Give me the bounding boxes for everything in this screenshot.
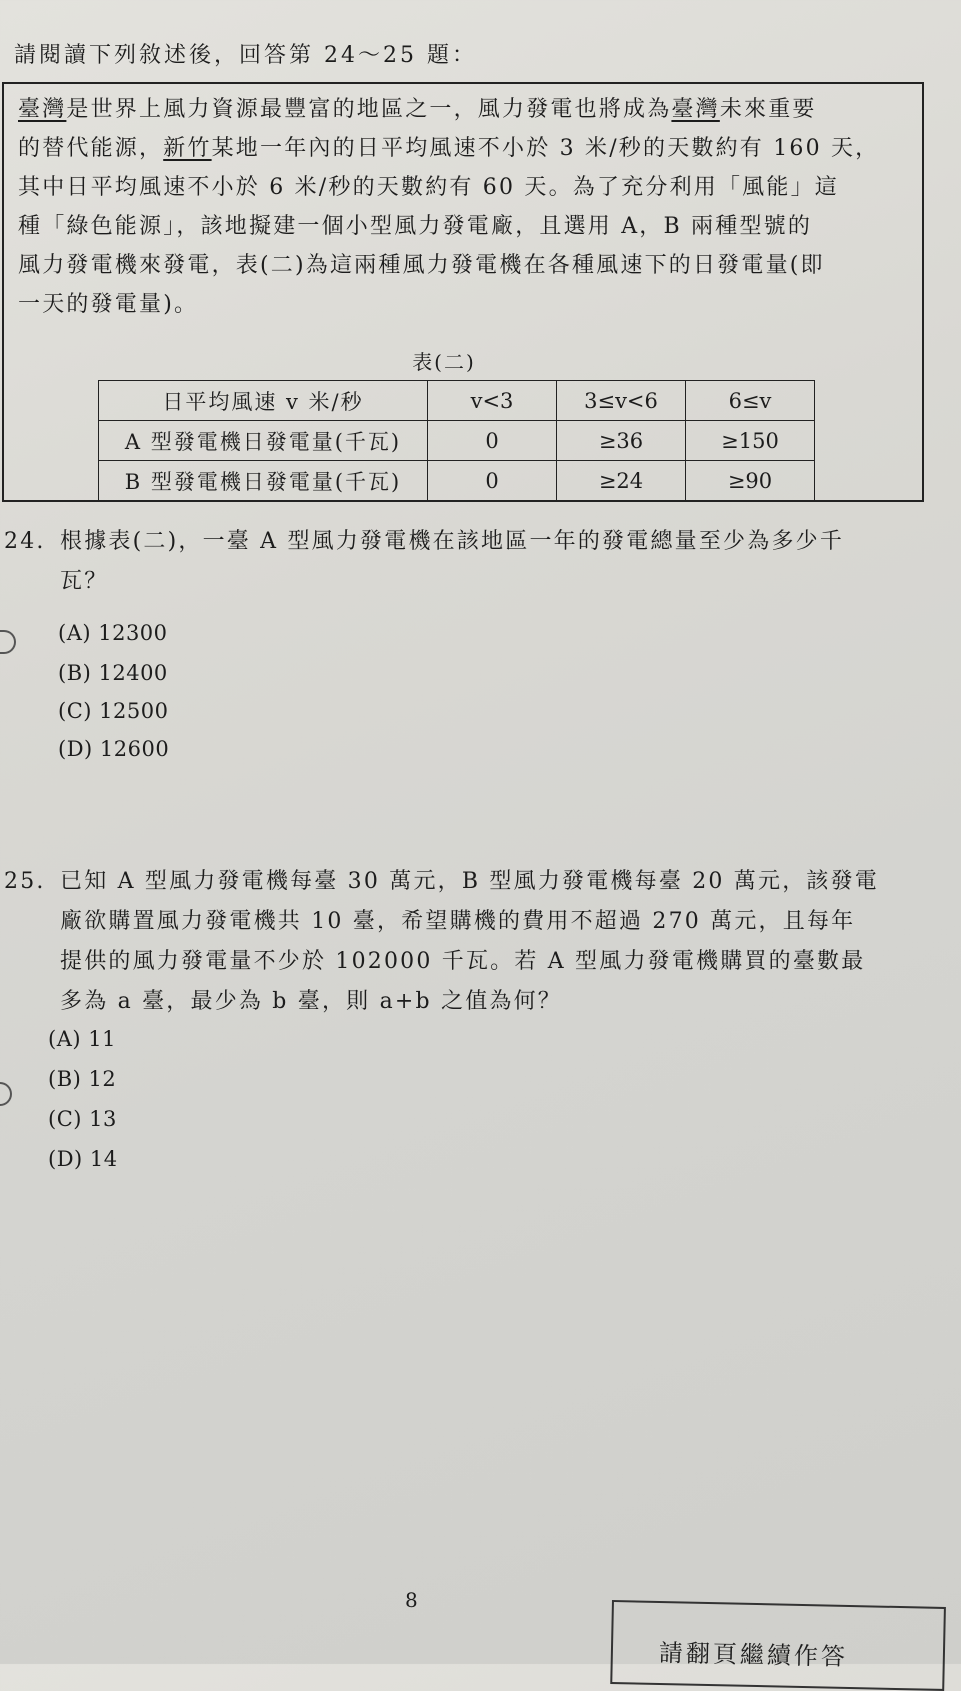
table-cell: 0: [428, 421, 557, 461]
turn-page-box: [610, 1600, 946, 1691]
passage-box: [2, 82, 924, 502]
table-cell: A 型發電機日發電量(千瓦): [99, 421, 428, 461]
turn-page-text: 請翻頁繼續作答: [658, 1638, 849, 1671]
underlined-term: 新竹: [163, 136, 212, 161]
passage-segment: 是世界上風力資源最豐富的地區之一，風力發電也將成為: [66, 97, 672, 122]
question-text-line: 提供的風力發電量不少於 102000 千瓦。若 A 型風力發電機購買的臺數最: [60, 949, 866, 974]
option-a[interactable]: (A) 11: [48, 1027, 116, 1051]
question-text-line: 多為 a 臺，最少為 b 臺，則 a+b 之值為何？: [60, 989, 562, 1014]
table-cell: 0: [428, 461, 557, 501]
question-number: 25.: [4, 869, 46, 894]
table-header-cell: v<3: [428, 381, 557, 421]
passage-line: [18, 90, 913, 129]
instructions: 請閱讀下列敘述後，回答第 24～25 題：: [14, 43, 477, 68]
table-cell: ≥24: [557, 461, 686, 501]
passage-line: [18, 129, 913, 168]
option-d[interactable]: (D) 12600: [58, 737, 170, 761]
question-text-line: 根據表(二)，一臺 A 型風力發電機在該地區一年的發電總量至少為多少千: [60, 529, 845, 554]
passage-line: 種「綠色能源」，該地擬建一個小型風力發電廠，且選用 A，B 兩種型號的: [18, 214, 813, 239]
question-text-line: 已知 A 型風力發電機每臺 30 萬元，B 型風力發電機每臺 20 萬元，該發電: [60, 869, 879, 894]
table-cell: ≥90: [686, 461, 815, 501]
question-text-line: 瓦？: [60, 569, 109, 594]
passage-line: 其中日平均風速不小於 6 米/秒的天數約有 60 天。為了充分利用「風能」這: [18, 175, 839, 200]
option-c[interactable]: (C) 12500: [58, 699, 169, 723]
question-24: [4, 522, 924, 762]
wind-power-table: [98, 380, 815, 501]
option-d[interactable]: (D) 14: [48, 1147, 118, 1171]
question-number: 24.: [4, 529, 46, 554]
passage-segment: 某地一年內的日平均風速不小於 3 米/秒的天數約有 160 天，: [211, 136, 880, 161]
question-text-line: 廠欲購置風力發電機共 10 臺，希望購機的費用不超過 270 萬元，且每年: [60, 909, 856, 934]
option-a[interactable]: (A) 12300: [58, 621, 168, 645]
underlined-term: 臺灣: [18, 97, 67, 122]
table-cell: ≥36: [557, 421, 686, 461]
table-row: [99, 461, 815, 501]
page-number: 8: [405, 1588, 418, 1612]
option-c[interactable]: (C) 13: [48, 1107, 117, 1131]
passage-segment: 未來重要: [719, 97, 817, 122]
table-row: [99, 421, 815, 461]
option-b[interactable]: (B) 12400: [58, 661, 168, 685]
passage-line: 一天的發電量)。: [18, 292, 199, 317]
table-header-cell: 3≤v<6: [557, 381, 686, 421]
option-b[interactable]: (B) 12: [48, 1067, 117, 1091]
table-cell: B 型發電機日發電量(千瓦): [99, 461, 428, 501]
table-header-cell: 日平均風速 v 米/秒: [99, 381, 428, 421]
question-25: [4, 862, 924, 1171]
passage-text: [18, 90, 913, 324]
passage-line: 風力發電機來發電，表(二)為這兩種風力發電機在各種風速下的日發電量(即: [18, 253, 825, 278]
passage-segment: 的替代能源，: [18, 136, 164, 161]
table-caption: 表(二): [412, 350, 476, 374]
table-header-cell: 6≤v: [686, 381, 815, 421]
underlined-term: 臺灣: [671, 97, 720, 122]
table-header-row: [99, 381, 815, 421]
table-cell: ≥150: [686, 421, 815, 461]
